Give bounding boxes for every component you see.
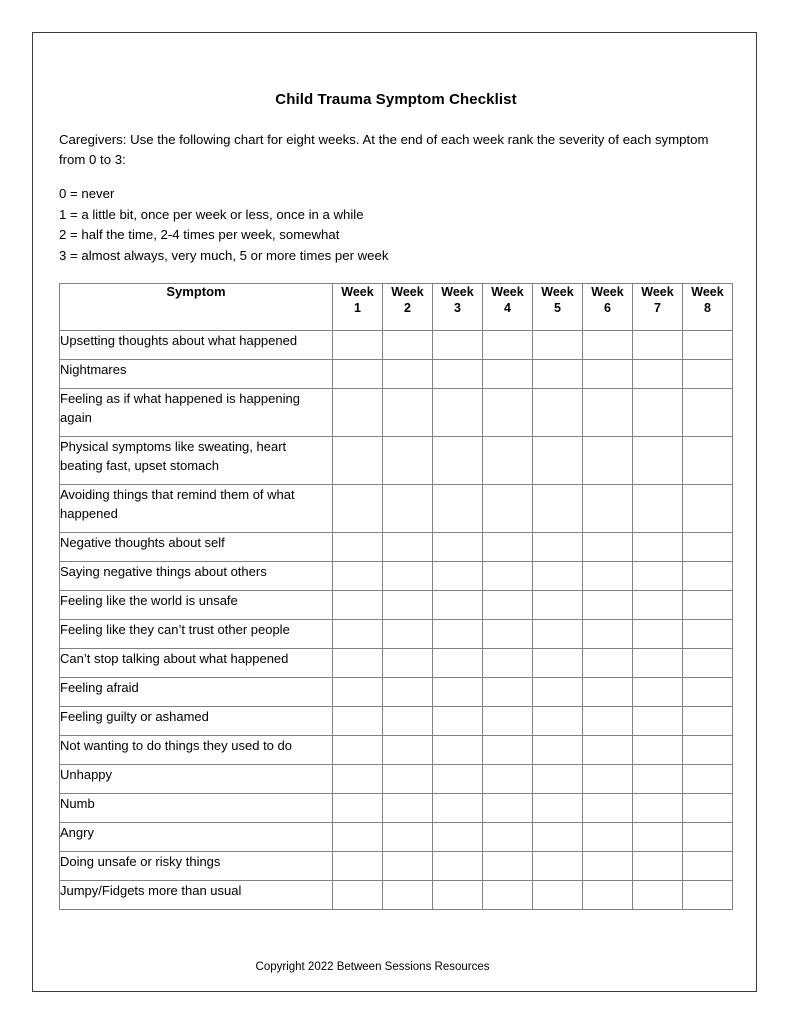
rating-cell-week-3[interactable] — [433, 620, 483, 649]
table-row — [60, 591, 733, 620]
column-header-week-1 — [333, 284, 383, 331]
scale-item-3: 3 = almost always, very much, 5 or more times per week — [59, 247, 389, 263]
rating-cell-week-1[interactable] — [333, 823, 383, 852]
rating-cell-week-8[interactable] — [683, 794, 733, 823]
rating-cell-week-4[interactable] — [483, 437, 533, 485]
rating-cell-week-5[interactable] — [533, 881, 583, 910]
rating-cell-week-8[interactable] — [683, 649, 733, 678]
rating-cell-week-6[interactable] — [583, 707, 633, 736]
table-row — [60, 649, 733, 678]
rating-cell-week-5[interactable] — [533, 678, 583, 707]
week-label: Week — [341, 285, 374, 299]
rating-cell-week-2[interactable] — [383, 591, 433, 620]
rating-cell-week-2[interactable] — [383, 823, 433, 852]
symptom-label-cell: Feeling as if what happened is happening again — [60, 389, 333, 437]
rating-cell-week-5[interactable] — [533, 533, 583, 562]
rating-cell-week-2[interactable] — [383, 562, 433, 591]
rating-cell-week-4[interactable] — [483, 649, 533, 678]
table-row — [60, 620, 733, 649]
week-label: Week — [491, 285, 524, 299]
rating-cell-week-3[interactable] — [433, 437, 483, 485]
symptom-label-cell: Angry — [60, 823, 333, 852]
week-label: Week — [441, 285, 474, 299]
rating-cell-week-2[interactable] — [383, 881, 433, 910]
table-row — [60, 389, 733, 437]
rating-cell-week-7[interactable] — [633, 649, 683, 678]
rating-cell-week-2[interactable] — [383, 331, 433, 360]
week-number: 7 — [654, 301, 661, 315]
document-page — [32, 32, 757, 992]
column-header-week-3 — [433, 284, 483, 331]
rating-cell-week-7[interactable] — [633, 823, 683, 852]
rating-cell-week-8[interactable] — [683, 591, 733, 620]
rating-cell-week-5[interactable] — [533, 562, 583, 591]
week-label: Week — [691, 285, 724, 299]
week-number: 3 — [454, 301, 461, 315]
page-content — [59, 33, 733, 910]
rating-cell-week-3[interactable] — [433, 360, 483, 389]
table-row — [60, 562, 733, 591]
rating-cell-week-7[interactable] — [633, 852, 683, 881]
week-number: 4 — [504, 301, 511, 315]
rating-cell-week-6[interactable] — [583, 649, 633, 678]
table-row — [60, 485, 733, 533]
rating-cell-week-7[interactable] — [633, 591, 683, 620]
rating-cell-week-7[interactable] — [633, 765, 683, 794]
rating-cell-week-5[interactable] — [533, 823, 583, 852]
rating-cell-week-3[interactable] — [433, 823, 483, 852]
rating-cell-week-7[interactable] — [633, 881, 683, 910]
table-row — [60, 331, 733, 360]
symptom-label-cell: Jumpy/Fidgets more than usual — [60, 881, 333, 910]
rating-cell-week-2[interactable] — [383, 389, 433, 437]
rating-cell-week-2[interactable] — [383, 736, 433, 765]
rating-cell-week-5[interactable] — [533, 852, 583, 881]
rating-cell-week-2[interactable] — [383, 707, 433, 736]
rating-cell-week-4[interactable] — [483, 852, 533, 881]
rating-cell-week-1[interactable] — [333, 437, 383, 485]
rating-cell-week-1[interactable] — [333, 852, 383, 881]
rating-cell-week-1[interactable] — [333, 678, 383, 707]
rating-cell-week-3[interactable] — [433, 591, 483, 620]
rating-cell-week-5[interactable] — [533, 485, 583, 533]
rating-cell-week-3[interactable] — [433, 485, 483, 533]
column-header-week-8 — [683, 284, 733, 331]
week-label: Week — [641, 285, 674, 299]
rating-cell-week-1[interactable] — [333, 707, 383, 736]
rating-cell-week-7[interactable] — [633, 562, 683, 591]
rating-cell-week-6[interactable] — [583, 533, 633, 562]
rating-cell-week-6[interactable] — [583, 852, 633, 881]
rating-cell-week-5[interactable] — [533, 360, 583, 389]
rating-cell-week-4[interactable] — [483, 331, 533, 360]
rating-cell-week-4[interactable] — [483, 591, 533, 620]
table-row — [60, 437, 733, 485]
rating-cell-week-1[interactable] — [333, 533, 383, 562]
rating-cell-week-3[interactable] — [433, 331, 483, 360]
rating-cell-week-5[interactable] — [533, 794, 583, 823]
symptom-label-cell: Unhappy — [60, 765, 333, 794]
rating-cell-week-4[interactable] — [483, 736, 533, 765]
scale-item-1: 1 = a little bit, once per week or less, once in a while — [59, 206, 364, 222]
scale-item-2: 2 = half the time, 2-4 times per week, somewhat — [59, 227, 340, 242]
rating-cell-week-8[interactable] — [683, 533, 733, 562]
rating-cell-week-7[interactable] — [633, 736, 683, 765]
rating-cell-week-6[interactable] — [583, 794, 633, 823]
rating-cell-week-6[interactable] — [583, 485, 633, 533]
rating-cell-week-8[interactable] — [683, 823, 733, 852]
rating-cell-week-1[interactable] — [333, 620, 383, 649]
rating-cell-week-4[interactable] — [483, 765, 533, 794]
rating-cell-week-8[interactable] — [683, 331, 733, 360]
rating-cell-week-8[interactable] — [683, 881, 733, 910]
rating-cell-week-7[interactable] — [633, 389, 683, 437]
rating-cell-week-4[interactable] — [483, 620, 533, 649]
week-number: 8 — [704, 301, 711, 315]
rating-cell-week-4[interactable] — [483, 823, 533, 852]
rating-cell-week-8[interactable] — [683, 707, 733, 736]
column-header-week-4 — [483, 284, 533, 331]
table-row — [60, 881, 733, 910]
rating-cell-week-7[interactable] — [633, 707, 683, 736]
symptom-label-cell: Feeling afraid — [60, 678, 333, 707]
rating-cell-week-6[interactable] — [583, 881, 633, 910]
table-row — [60, 678, 733, 707]
symptom-label-cell: Doing unsafe or risky things — [60, 852, 333, 881]
rating-cell-week-6[interactable] — [583, 360, 633, 389]
rating-cell-week-3[interactable] — [433, 852, 483, 881]
rating-cell-week-6[interactable] — [583, 736, 633, 765]
instructions-paragraph: Caregivers: Use the following chart for eight weeks. At the end of each week rank the severity of each symptom from 0 to 3: — [59, 132, 709, 167]
rating-cell-week-6[interactable] — [583, 331, 633, 360]
rating-cell-week-2[interactable] — [383, 852, 433, 881]
rating-cell-week-1[interactable] — [333, 485, 383, 533]
rating-cell-week-3[interactable] — [433, 649, 483, 678]
rating-cell-week-8[interactable] — [683, 678, 733, 707]
footer — [33, 961, 758, 973]
symptom-label-cell: Saying negative things about others — [60, 562, 333, 591]
rating-cell-week-2[interactable] — [383, 485, 433, 533]
rating-cell-week-5[interactable] — [533, 649, 583, 678]
rating-cell-week-3[interactable] — [433, 736, 483, 765]
rating-cell-week-3[interactable] — [433, 707, 483, 736]
rating-cell-week-8[interactable] — [683, 485, 733, 533]
rating-cell-week-5[interactable] — [533, 331, 583, 360]
symptom-label-cell: Upsetting thoughts about what happened — [60, 331, 333, 360]
column-header-symptom: Symptom — [60, 284, 333, 331]
symptom-label-cell: Can’t stop talking about what happened — [60, 649, 333, 678]
rating-cell-week-6[interactable] — [583, 562, 633, 591]
rating-cell-week-8[interactable] — [683, 736, 733, 765]
symptom-label-cell: Avoiding things that remind them of what happened — [60, 485, 333, 533]
rating-cell-week-1[interactable] — [333, 591, 383, 620]
symptom-label-cell: Feeling guilty or ashamed — [60, 707, 333, 736]
rating-cell-week-5[interactable] — [533, 736, 583, 765]
page-title: Child Trauma Symptom Checklist — [275, 91, 517, 108]
symptom-label-cell: Feeling like the world is unsafe — [60, 591, 333, 620]
rating-cell-week-3[interactable] — [433, 881, 483, 910]
rating-scale-legend — [59, 184, 733, 266]
rating-cell-week-8[interactable] — [683, 620, 733, 649]
rating-cell-week-7[interactable] — [633, 794, 683, 823]
rating-cell-week-4[interactable] — [483, 678, 533, 707]
rating-cell-week-2[interactable] — [383, 360, 433, 389]
rating-cell-week-5[interactable] — [533, 765, 583, 794]
rating-cell-week-6[interactable] — [583, 823, 633, 852]
rating-cell-week-8[interactable] — [683, 360, 733, 389]
rating-cell-week-1[interactable] — [333, 765, 383, 794]
rating-cell-week-5[interactable] — [533, 389, 583, 437]
rating-cell-week-4[interactable] — [483, 707, 533, 736]
rating-cell-week-3[interactable] — [433, 533, 483, 562]
table-row — [60, 707, 733, 736]
table-row — [60, 794, 733, 823]
symptom-label-cell: Negative thoughts about self — [60, 533, 333, 562]
rating-cell-week-8[interactable] — [683, 562, 733, 591]
table-row — [60, 533, 733, 562]
rating-cell-week-1[interactable] — [333, 360, 383, 389]
scale-item-0: 0 = never — [59, 186, 115, 201]
rating-cell-week-5[interactable] — [533, 591, 583, 620]
table-row — [60, 823, 733, 852]
rating-cell-week-6[interactable] — [583, 620, 633, 649]
symptom-label-cell: Feeling like they can’t trust other people — [60, 620, 333, 649]
rating-cell-week-6[interactable] — [583, 591, 633, 620]
rating-cell-week-7[interactable] — [633, 678, 683, 707]
rating-cell-week-3[interactable] — [433, 794, 483, 823]
column-header-week-6 — [583, 284, 633, 331]
rating-cell-week-1[interactable] — [333, 562, 383, 591]
week-number: 5 — [554, 301, 561, 315]
rating-cell-week-6[interactable] — [583, 765, 633, 794]
rating-cell-week-7[interactable] — [633, 360, 683, 389]
rating-cell-week-8[interactable] — [683, 389, 733, 437]
rating-cell-week-1[interactable] — [333, 881, 383, 910]
week-label: Week — [391, 285, 424, 299]
rating-cell-week-1[interactable] — [333, 649, 383, 678]
rating-cell-week-8[interactable] — [683, 852, 733, 881]
rating-cell-week-2[interactable] — [383, 649, 433, 678]
week-number: 6 — [604, 301, 611, 315]
symptom-checklist-table — [59, 283, 733, 910]
rating-cell-week-5[interactable] — [533, 437, 583, 485]
rating-cell-week-4[interactable] — [483, 360, 533, 389]
rating-cell-week-6[interactable] — [583, 678, 633, 707]
rating-cell-week-6[interactable] — [583, 437, 633, 485]
table-row — [60, 765, 733, 794]
week-label: Week — [541, 285, 574, 299]
rating-cell-week-2[interactable] — [383, 765, 433, 794]
rating-cell-week-3[interactable] — [433, 765, 483, 794]
rating-cell-week-1[interactable] — [333, 736, 383, 765]
rating-cell-week-7[interactable] — [633, 485, 683, 533]
week-number: 1 — [354, 301, 361, 315]
table-row — [60, 360, 733, 389]
rating-cell-week-4[interactable] — [483, 389, 533, 437]
rating-cell-week-7[interactable] — [633, 533, 683, 562]
rating-cell-week-1[interactable] — [333, 794, 383, 823]
rating-cell-week-4[interactable] — [483, 794, 533, 823]
rating-cell-week-2[interactable] — [383, 620, 433, 649]
rating-cell-week-8[interactable] — [683, 437, 733, 485]
rating-cell-week-5[interactable] — [533, 707, 583, 736]
table-row — [60, 852, 733, 881]
rating-cell-week-4[interactable] — [483, 485, 533, 533]
column-header-week-7 — [633, 284, 683, 331]
symptom-label-cell: Not wanting to do things they used to do — [60, 736, 333, 765]
rating-cell-week-5[interactable] — [533, 620, 583, 649]
rating-cell-week-8[interactable] — [683, 765, 733, 794]
rating-cell-week-3[interactable] — [433, 562, 483, 591]
week-number: 2 — [404, 301, 411, 315]
rating-cell-week-7[interactable] — [633, 437, 683, 485]
rating-cell-week-3[interactable] — [433, 389, 483, 437]
column-header-week-5 — [533, 284, 583, 331]
rating-cell-week-7[interactable] — [633, 620, 683, 649]
rating-cell-week-2[interactable] — [383, 794, 433, 823]
rating-cell-week-2[interactable] — [383, 678, 433, 707]
header-row — [60, 284, 733, 331]
rating-cell-week-2[interactable] — [383, 437, 433, 485]
rating-cell-week-6[interactable] — [583, 389, 633, 437]
rating-cell-week-1[interactable] — [333, 331, 383, 360]
symptom-label-cell: Nightmares — [60, 360, 333, 389]
rating-cell-week-4[interactable] — [483, 881, 533, 910]
column-header-week-2 — [383, 284, 433, 331]
table-header — [60, 284, 733, 331]
copyright-text: Copyright 2022 Between Sessions Resources — [255, 961, 490, 973]
table-body — [60, 331, 733, 910]
rating-cell-week-1[interactable] — [333, 389, 383, 437]
table-row — [60, 736, 733, 765]
rating-cell-week-2[interactable] — [383, 533, 433, 562]
rating-cell-week-4[interactable] — [483, 533, 533, 562]
symptom-label-cell: Numb — [60, 794, 333, 823]
week-label: Week — [591, 285, 624, 299]
symptom-label-cell: Physical symptoms like sweating, heart beating fast, upset stomach — [60, 437, 333, 485]
rating-cell-week-4[interactable] — [483, 562, 533, 591]
rating-cell-week-7[interactable] — [633, 331, 683, 360]
rating-cell-week-3[interactable] — [433, 678, 483, 707]
